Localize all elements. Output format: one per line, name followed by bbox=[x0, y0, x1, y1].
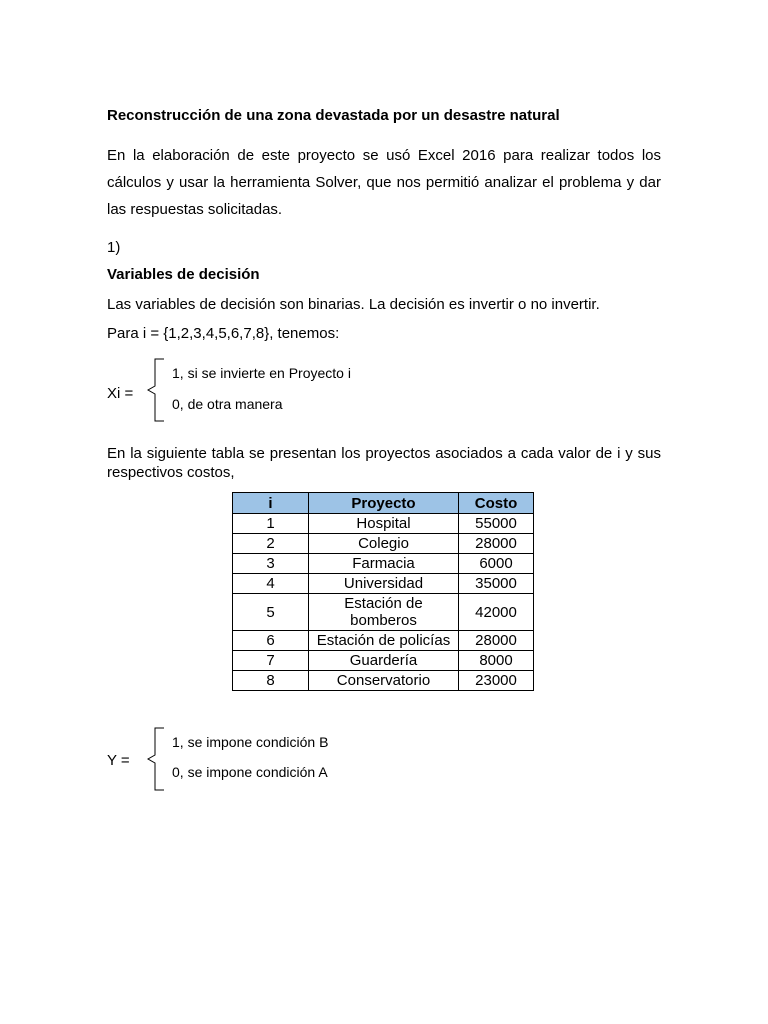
cell-i: 4 bbox=[233, 574, 309, 594]
xi-case-zero: 0, de otra manera bbox=[172, 396, 283, 412]
xi-case-one: 1, si se invierte en Proyecto i bbox=[172, 365, 351, 381]
table-row bbox=[233, 554, 534, 574]
cell-i: 5 bbox=[233, 594, 309, 631]
index-set-text: Para i = {1,2,3,4,5,6,7,8}, tenemos: bbox=[107, 325, 340, 342]
cell-costo: 6000 bbox=[459, 554, 534, 574]
table-row bbox=[233, 651, 534, 671]
cell-costo: 23000 bbox=[459, 671, 534, 691]
cell-costo: 42000 bbox=[459, 594, 534, 631]
cell-costo: 55000 bbox=[459, 514, 534, 534]
cell-i: 2 bbox=[233, 534, 309, 554]
cell-i: 8 bbox=[233, 671, 309, 691]
section-number: 1) bbox=[107, 239, 121, 256]
column-header-proyecto: Proyecto bbox=[309, 493, 459, 514]
cell-proyecto: Hospital bbox=[309, 514, 459, 534]
column-header-i: i bbox=[233, 493, 309, 514]
table-row bbox=[233, 631, 534, 651]
xi-brace bbox=[144, 358, 166, 422]
table-row bbox=[233, 594, 534, 631]
cell-proyecto: Estación de bomberos bbox=[309, 594, 459, 631]
y-case-zero: 0, se impone condición A bbox=[172, 764, 328, 780]
cell-costo: 28000 bbox=[459, 534, 534, 554]
cell-proyecto: Estación de policías bbox=[309, 631, 459, 651]
document-title: Reconstrucción de una zona devastada por un desastre natural bbox=[107, 107, 560, 124]
table-row bbox=[233, 574, 534, 594]
cell-proyecto: Farmacia bbox=[309, 554, 459, 574]
cell-proyecto: Guardería bbox=[309, 651, 459, 671]
y-case-one: 1, se impone condición B bbox=[172, 734, 329, 750]
section-heading: Variables de decisión bbox=[107, 266, 260, 283]
cell-proyecto: Universidad bbox=[309, 574, 459, 594]
intro-paragraph: En la elaboración de este proyecto se usó Excel 2016 para realizar todos los cálculos y usar la herramienta Solver, que nos permitió analizar el problema y dar las respuestas solicitadas. bbox=[107, 147, 661, 218]
cell-proyecto: Colegio bbox=[309, 534, 459, 554]
cell-costo: 35000 bbox=[459, 574, 534, 594]
table-row bbox=[233, 534, 534, 554]
cell-i: 3 bbox=[233, 554, 309, 574]
y-brace bbox=[144, 727, 166, 791]
table-row bbox=[233, 671, 534, 691]
cell-i: 7 bbox=[233, 651, 309, 671]
table-header-row bbox=[233, 493, 534, 514]
cell-costo: 28000 bbox=[459, 631, 534, 651]
column-header-costo: Costo bbox=[459, 493, 534, 514]
table-intro: En la siguiente tabla se presentan los proyectos asociados a cada valor de i y sus respectivos costos, bbox=[107, 445, 661, 481]
cell-i: 1 bbox=[233, 514, 309, 534]
y-label: Y = bbox=[107, 752, 130, 769]
cell-i: 6 bbox=[233, 631, 309, 651]
cell-costo: 8000 bbox=[459, 651, 534, 671]
projects-table bbox=[232, 492, 534, 691]
xi-label: Xi = bbox=[107, 385, 134, 402]
table-row bbox=[233, 514, 534, 534]
decision-text: Las variables de decisión son binarias. La decisión es invertir o no invertir. bbox=[107, 296, 600, 313]
cell-proyecto: Conservatorio bbox=[309, 671, 459, 691]
